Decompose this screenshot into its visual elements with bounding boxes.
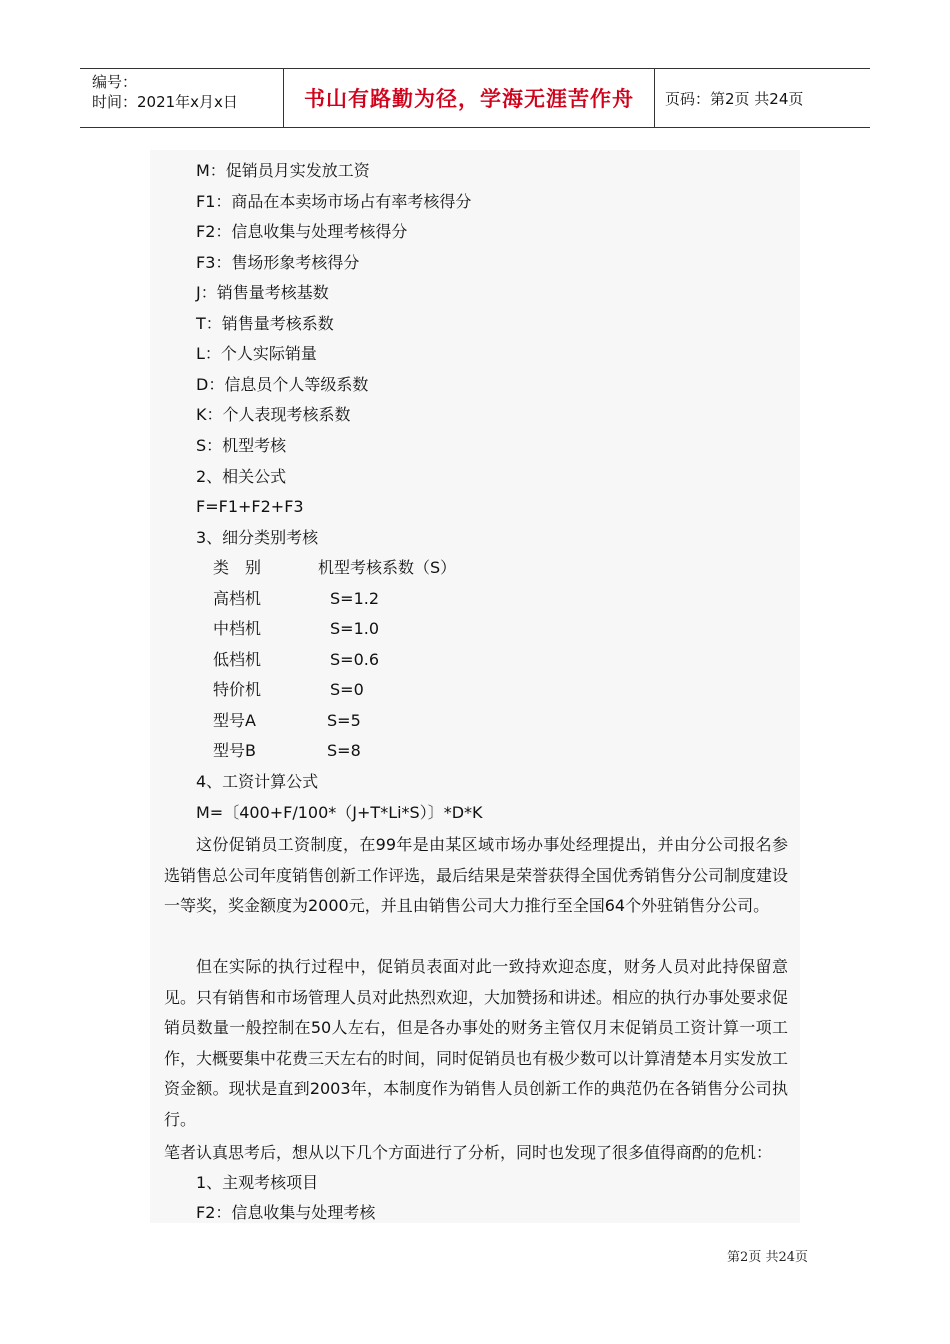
table-row [213, 741, 361, 761]
table-cell-category: 中档机 [213, 619, 262, 638]
section-4-title: 4、工资计算公式 [196, 772, 319, 791]
table-cell-coefficient: S=1.2 [330, 589, 380, 608]
header-page-number: 页码：第2页 共24页 [665, 89, 804, 108]
page-footer: 第2页 共24页 [727, 1250, 808, 1265]
table-row [213, 619, 380, 639]
paragraph-1: 这份促销员工资制度，在99年是由某区域市场办事处经理提出，并由分公司报名参选销售总公司年度销售创新工作评选，最后结果是荣誉获得全国优秀销售分公司制度建设一等奖，奖金额度为2000元，并且由销售公司大力推行至全国64个外驻销售分公司。 [164, 835, 789, 915]
definition-t: T：销售量考核系数 [196, 314, 334, 333]
definition-s: S：机型考核 [196, 436, 287, 455]
table-row [213, 680, 364, 700]
definition-f2: F2：信息收集与处理考核得分 [196, 222, 408, 241]
table-cell-coefficient: S=1.0 [330, 619, 380, 638]
table-cell-coefficient: S=0 [330, 680, 364, 699]
subsection-1-item: F2：信息收集与处理考核 [196, 1203, 376, 1222]
header-meta [80, 69, 283, 127]
table-cell-category: 型号B [213, 741, 256, 760]
table-cell-coefficient: S=0.6 [330, 650, 380, 669]
paragraph-2: 但在实际的执行过程中，促销员表面对此一致持欢迎态度，财务人员对此持保留意见。只有销售和市场管理人员对此热烈欢迎，大加赞扬和讲述。相应的执行办事处要求促销员数量一般控制在50人左右，但是各办事处的财务主管仅月末促销员工资计算一项工作，大概要集中花费三天左右的时间，同时促销员也有极少数可以计算清楚本月实发放工资金额。现状是直到2003年，本制度作为销售人员创新工作的典范仍在各销售分公司执行。 [164, 957, 789, 1129]
header-motto: 书山有路勤为径，学海无涯苦作舟 [283, 69, 655, 127]
definition-f1: F1：商品在本卖场市场占有率考核得分 [196, 192, 472, 211]
document-number: 编号： [92, 73, 138, 91]
table-row [213, 711, 361, 731]
formula-m: M=〔400+F/100*（J+T*Li*S）〕*D*K [196, 803, 483, 822]
table-cell-coefficient: S=8 [327, 741, 361, 760]
table-header-row [213, 558, 457, 578]
subsection-1-title: 1、主观考核项目 [196, 1173, 319, 1192]
table-cell-category: 型号A [213, 711, 256, 730]
paragraph-3: 笔者认真思考后，想从以下几个方面进行了分析，同时也发现了很多值得商酌的危机： [164, 1143, 773, 1162]
table-cell-category: 特价机 [213, 680, 262, 699]
table-cell-coefficient: S=5 [327, 711, 361, 730]
definition-k: K：个人表现考核系数 [196, 405, 351, 424]
definition-l: L：个人实际销量 [196, 344, 317, 363]
table-row [213, 650, 380, 670]
section-3-title: 3、细分类别考核 [196, 528, 319, 547]
table-cell-category: 高档机 [213, 589, 262, 608]
definition-j: J：销售量考核基数 [196, 283, 329, 302]
formula-f: F=F1+F2+F3 [196, 497, 304, 516]
document-time: 时间：2021年x月x日 [92, 93, 238, 111]
table-row [213, 589, 380, 609]
definition-m: M：促销员月实发放工资 [196, 161, 370, 180]
table-header-category: 类 别 [213, 558, 262, 577]
table-header-coefficient: 机型考核系数（S） [318, 558, 457, 577]
definition-f3: F3：售场形象考核得分 [196, 253, 360, 272]
page-header [80, 68, 870, 128]
document-body [150, 150, 800, 1223]
definition-d: D：信息员个人等级系数 [196, 375, 369, 394]
section-2-title: 2、相关公式 [196, 467, 287, 486]
table-cell-category: 低档机 [213, 650, 262, 669]
